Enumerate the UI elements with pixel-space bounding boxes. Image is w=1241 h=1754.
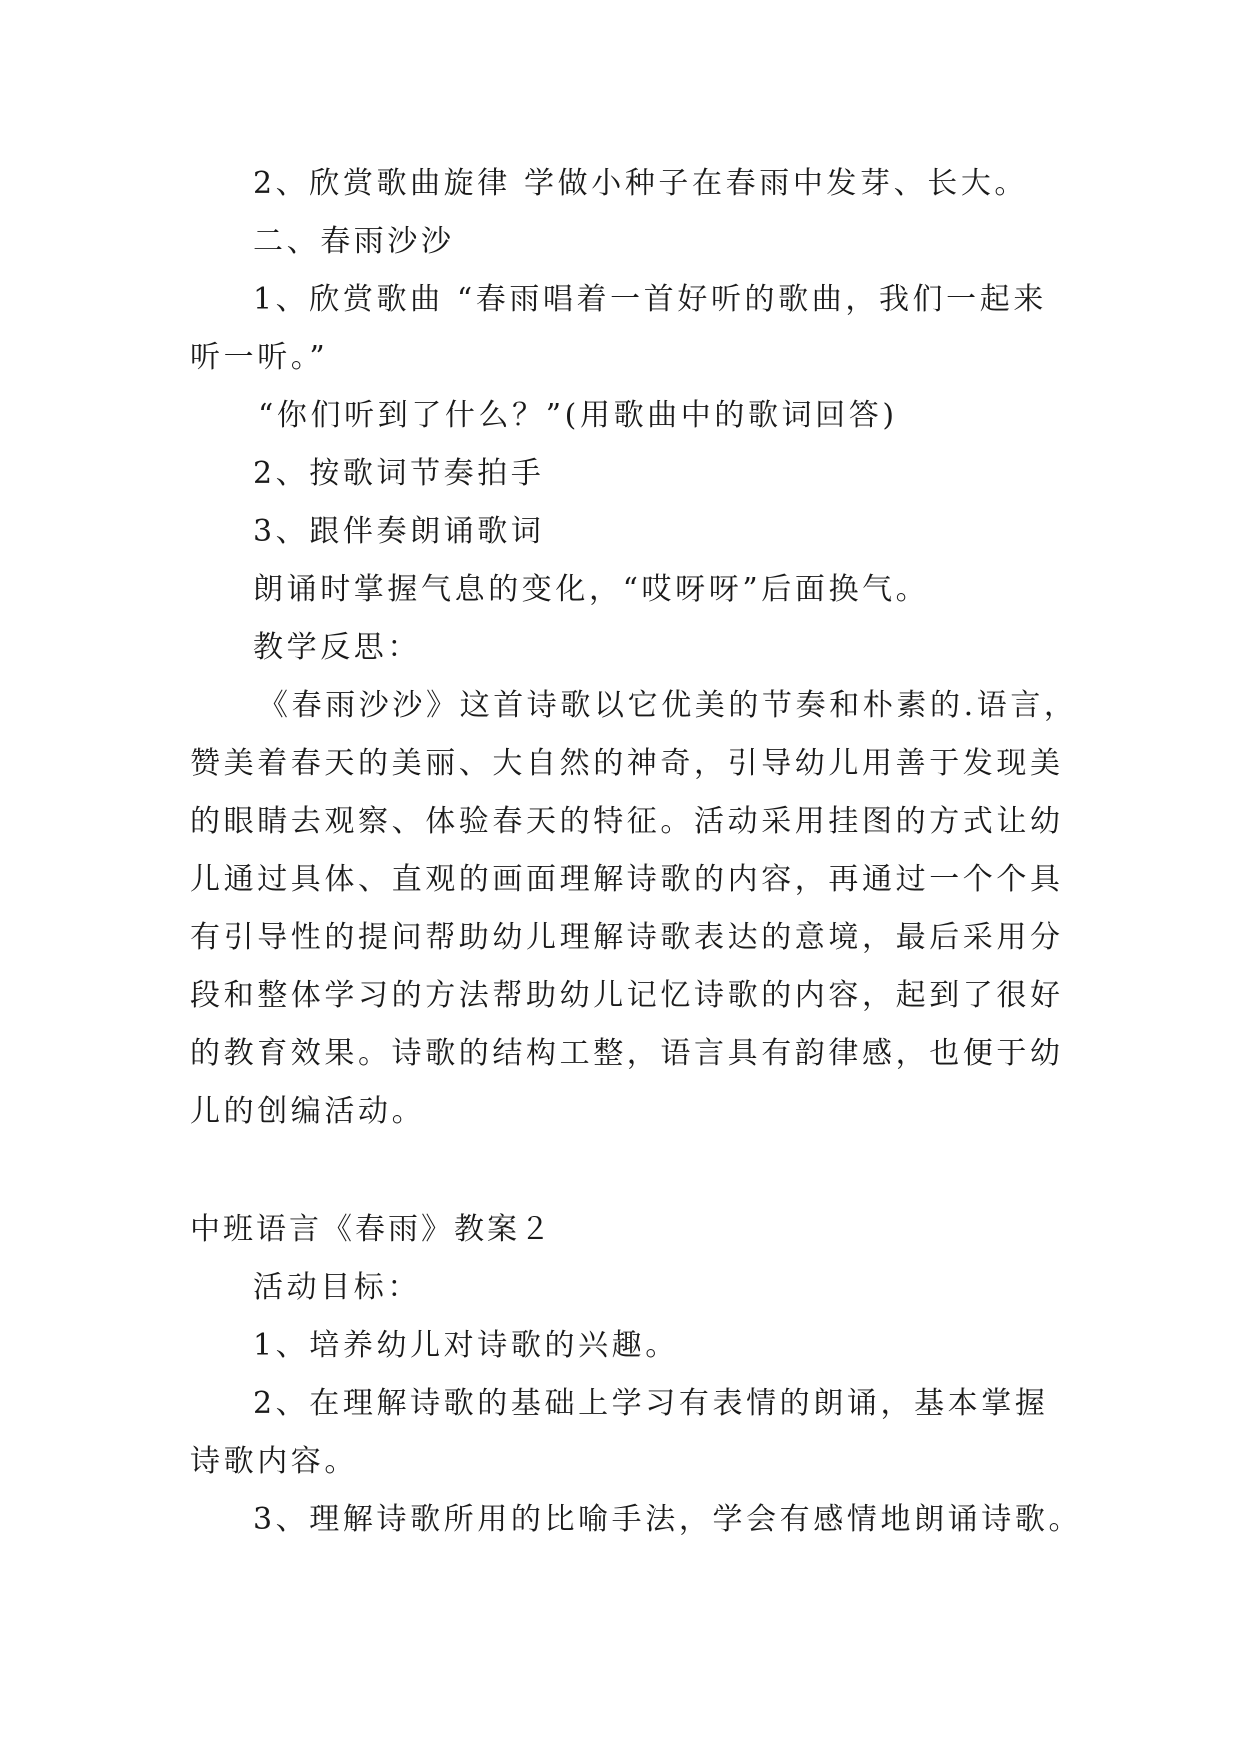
goal-2: 2、在理解诗歌的基础上学习有表情的朗诵，基本掌握: [253, 1386, 1049, 1421]
paragraph-step-1-listen: 1、欣赏歌曲 “春雨唱着一首好听的歌曲，我们一起来: [253, 282, 1047, 317]
paragraph-step-1-listen-cont: 听一听。”: [190, 340, 329, 375]
goal-2-cont: 诗歌内容。: [190, 1444, 358, 1479]
reflection-line-1: 《春雨沙沙》这首诗歌以它优美的节奏和朴素的.语言，: [258, 688, 1078, 723]
reflection-line-3: 的眼睛去观察、体验春天的特征。活动采用挂图的方式让幼: [190, 804, 1064, 839]
paragraph-question: “你们听到了什么？”(用歌曲中的歌词回答): [258, 398, 898, 433]
goal-1: 1、培养幼儿对诗歌的兴趣。: [253, 1328, 679, 1363]
paragraph-step-2-clap: 2、按歌词节奏拍手: [253, 456, 545, 491]
section-heading-spring-rain: 二、春雨沙沙: [253, 224, 455, 259]
reflection-line-8: 儿的创编活动。: [190, 1094, 426, 1129]
lesson-plan-2-title: 中班语言《春雨》教案２: [190, 1212, 553, 1247]
activity-goals-heading: 活动目标：: [253, 1270, 421, 1305]
reflection-line-6: 段和整体学习的方法帮助幼儿记忆诗歌的内容，起到了很好: [190, 978, 1064, 1013]
paragraph-step-2-melody: 2、欣赏歌曲旋律 学做小种子在春雨中发芽、长大。: [253, 166, 1029, 201]
reflection-line-5: 有引导性的提问帮助幼儿理解诗歌表达的意境，最后采用分: [190, 920, 1064, 955]
reflection-line-2: 赞美着春天的美丽、大自然的神奇，引导幼儿用善于发现美: [190, 746, 1064, 781]
paragraph-breathing-note: 朗诵时掌握气息的变化，“哎呀呀”后面换气。: [253, 572, 930, 607]
paragraph-step-3-recite: 3、跟伴奏朗诵歌词: [253, 514, 545, 549]
reflection-line-7: 的教育效果。诗歌的结构工整，语言具有韵律感，也便于幼: [190, 1036, 1064, 1071]
goal-3: 3、理解诗歌所用的比喻手法，学会有感情地朗诵诗歌。: [253, 1502, 1083, 1537]
reflection-line-4: 儿通过具体、直观的画面理解诗歌的内容，再通过一个个具: [190, 862, 1064, 897]
reflection-heading: 教学反思：: [253, 630, 421, 665]
